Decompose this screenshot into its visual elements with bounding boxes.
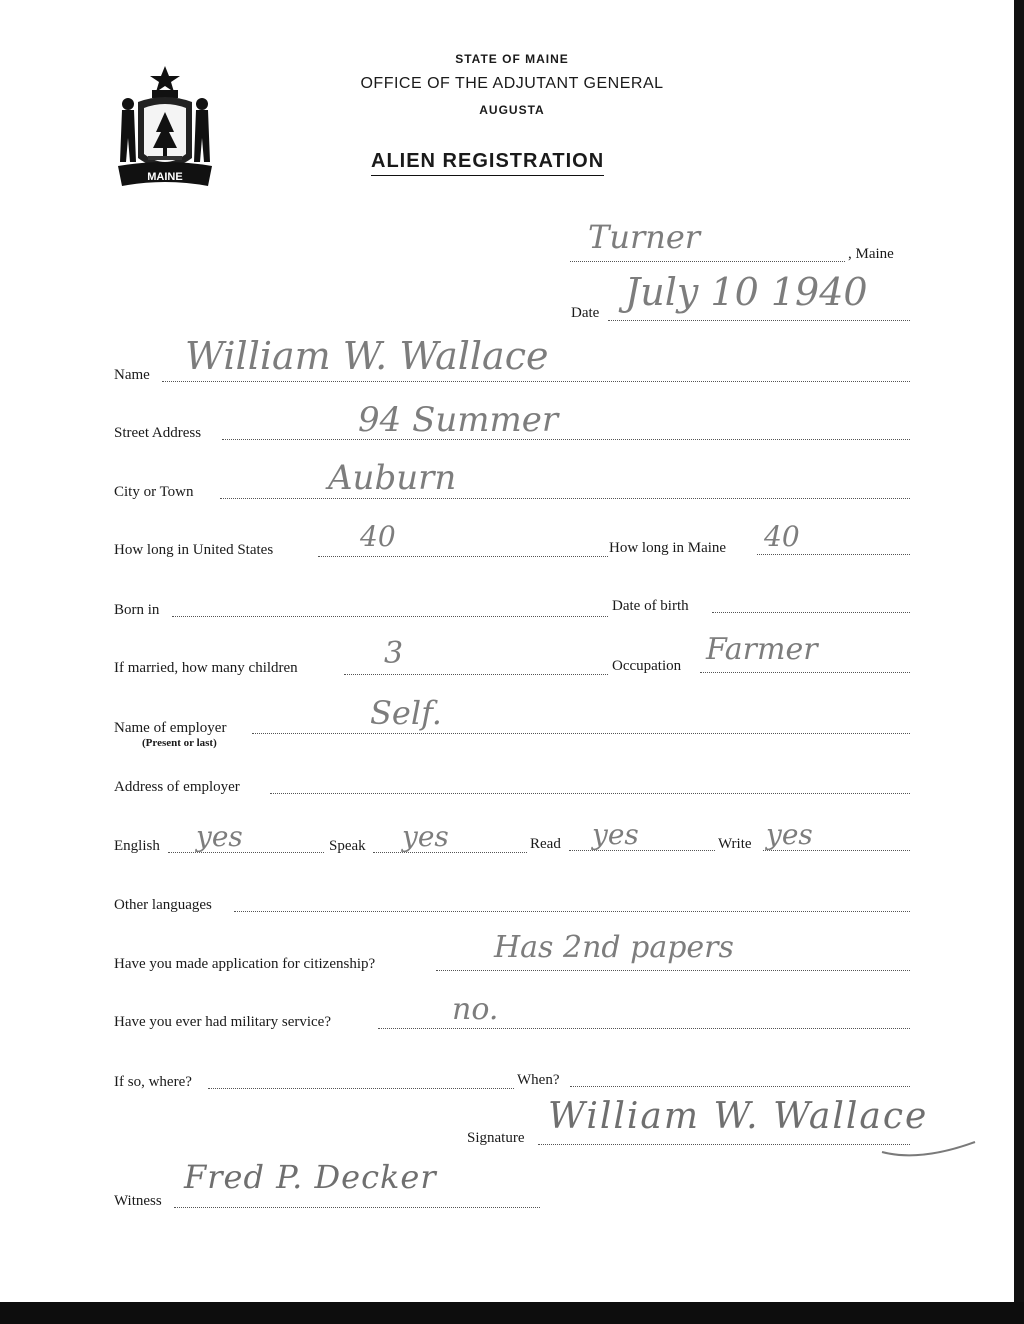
children-label: If married, how many children xyxy=(114,660,298,676)
city-label: City or Town xyxy=(114,484,194,500)
employer-line xyxy=(252,733,910,734)
speak-label: Speak xyxy=(329,838,366,854)
employer-address-label: Address of employer xyxy=(114,779,240,795)
form-title: ALIEN REGISTRATION xyxy=(371,150,604,176)
write-value: yes xyxy=(766,818,813,851)
street-line xyxy=(222,439,910,440)
witness-line xyxy=(174,1207,540,1208)
where-label: If so, where? xyxy=(114,1074,192,1090)
date-label: Date xyxy=(571,305,600,321)
citizenship-label: Have you made application for citizenship? xyxy=(114,956,376,972)
dob-line xyxy=(712,612,910,613)
employer-label: Name of employer xyxy=(114,720,227,736)
witness-label: Witness xyxy=(114,1193,162,1209)
other-languages-label: Other languages xyxy=(114,897,212,913)
read-line xyxy=(569,850,715,851)
how-long-maine-line xyxy=(757,554,910,555)
born-in-label: Born in xyxy=(114,602,160,618)
occupation-value: Farmer xyxy=(706,632,818,667)
signature-value: William W. Wallace xyxy=(548,1096,929,1137)
read-value: yes xyxy=(592,818,639,851)
name-line xyxy=(162,381,910,382)
children-value: 3 xyxy=(384,636,404,671)
seal-text: MAINE xyxy=(147,171,183,183)
occupation-line xyxy=(700,672,910,673)
citizenship-line xyxy=(436,970,910,971)
how-long-maine-label: How long in Maine xyxy=(609,540,727,556)
date-value: July 10 1940 xyxy=(625,270,868,314)
date-line xyxy=(608,320,910,321)
read-label: Read xyxy=(530,836,561,852)
name-value: William W. Wallace xyxy=(185,334,549,378)
speak-line xyxy=(373,852,527,853)
english-value: yes xyxy=(196,820,243,853)
signature-line xyxy=(538,1144,910,1145)
write-label: Write xyxy=(718,836,752,852)
military-value: no. xyxy=(452,992,499,1027)
other-languages-line xyxy=(234,911,910,912)
header-office: OFFICE OF THE ADJUTANT GENERAL xyxy=(360,75,664,92)
header-state: STATE OF MAINE xyxy=(455,52,569,66)
when-line xyxy=(570,1086,910,1087)
military-label: Have you ever had military service? xyxy=(114,1014,331,1030)
town-line xyxy=(570,261,845,262)
name-label: Name xyxy=(114,367,150,383)
how-long-us-value: 40 xyxy=(360,520,396,553)
city-line xyxy=(220,498,910,499)
employer-sublabel: (Present or last) xyxy=(142,737,217,749)
street-label: Street Address xyxy=(114,425,202,441)
dob-label: Date of birth xyxy=(612,598,689,614)
how-long-maine-value: 40 xyxy=(764,520,800,553)
street-value: 94 Summer xyxy=(358,400,559,440)
children-line xyxy=(344,674,608,675)
occupation-label: Occupation xyxy=(612,658,682,674)
english-label: English xyxy=(114,838,160,854)
maine-suffix-label: , Maine xyxy=(848,246,894,262)
english-line xyxy=(168,852,324,853)
military-line xyxy=(378,1028,910,1029)
employer-address-line xyxy=(270,793,910,794)
employer-value: Self. xyxy=(370,694,442,732)
header-city: AUGUSTA xyxy=(479,103,545,117)
city-value: Auburn xyxy=(328,458,457,498)
speak-value: yes xyxy=(402,820,449,853)
signature-label: Signature xyxy=(467,1130,525,1146)
scan-edge-bottom xyxy=(0,1302,1024,1324)
born-in-line xyxy=(172,616,608,617)
town-value: Turner xyxy=(588,218,701,256)
where-line xyxy=(208,1088,514,1089)
citizenship-value: Has 2nd papers xyxy=(494,930,734,965)
when-label: When? xyxy=(517,1072,560,1088)
witness-value: Fred P. Decker xyxy=(184,1158,437,1196)
how-long-us-line xyxy=(318,556,608,557)
scan-edge-right xyxy=(1014,0,1024,1324)
signature-flourish xyxy=(880,1132,980,1162)
how-long-us-label: How long in United States xyxy=(114,542,274,558)
